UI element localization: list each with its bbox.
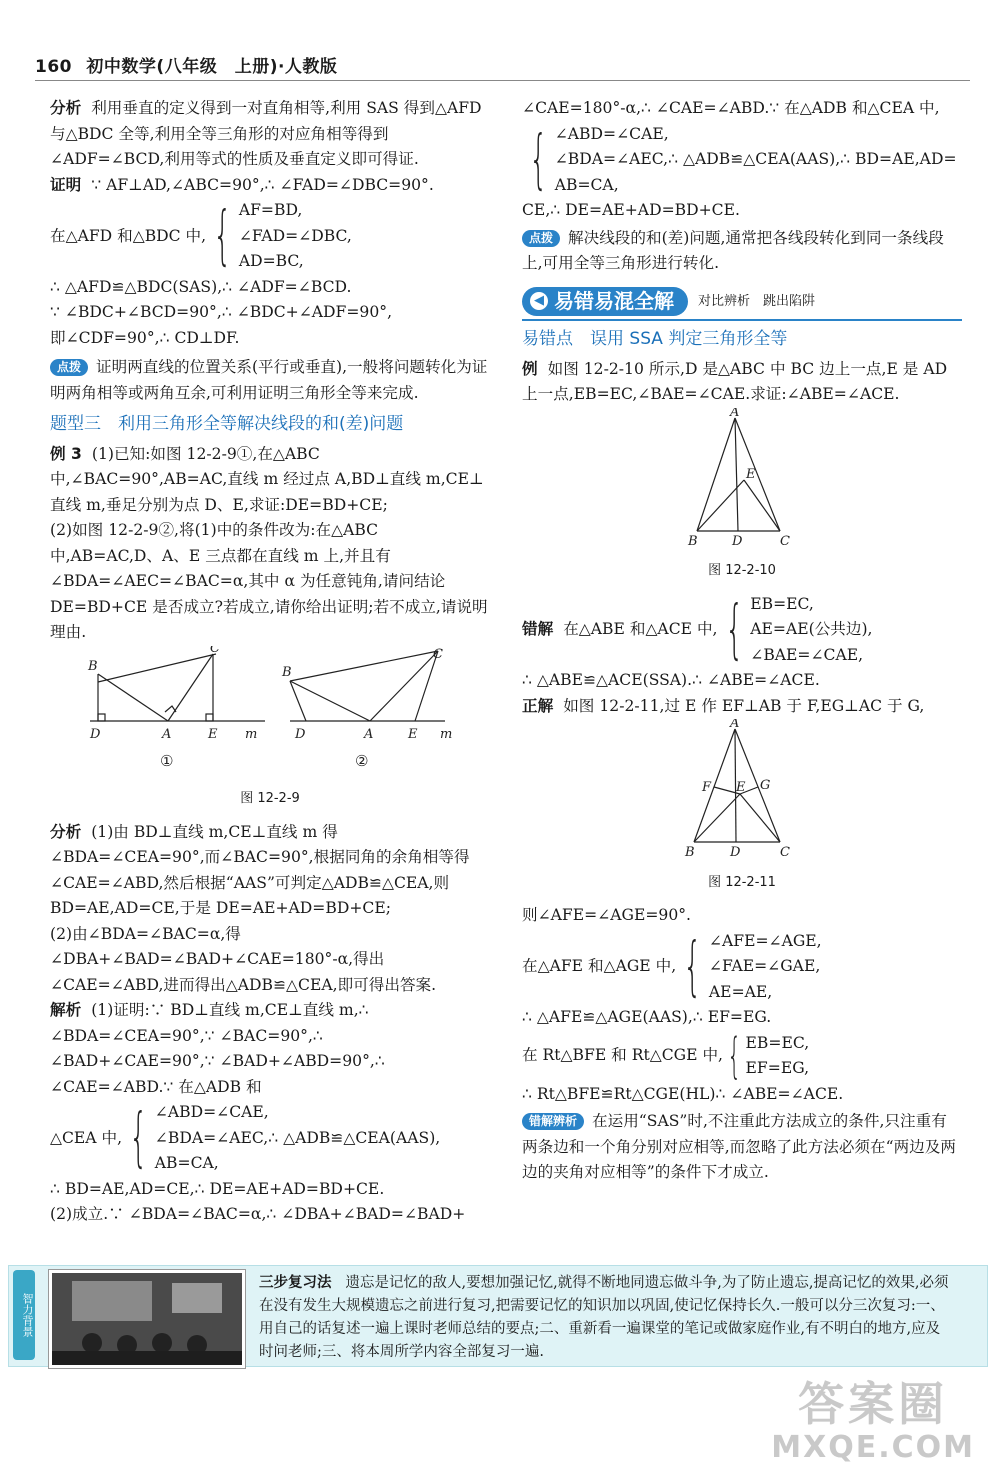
brace: { [724, 592, 744, 667]
figure-12-2-9 [50, 646, 490, 812]
analysis-tag: 分析 [50, 822, 82, 841]
example-3-part2: (2)如图 12-2-9②,将(1)中的条件改为:在△ABC 中,AB=AC,D、A、E 三点都在直线 m 上,并且有∠BDA=∠AEC=∠BAC=α,其中 α 为任意钝角,请问结论 DE=BD+CE 是否成立?若成立,请你给出证明;若不成立,请说明理由. [50, 521, 488, 641]
continued-system: { ∠ABD=∠CAE, ∠BDA=∠AEC,∴ △ADB≌△CEA(AAS),∴ BD=AE,AD= AB=CA, [529, 122, 957, 197]
proof-tag: 证明 [50, 175, 82, 194]
analysis-2: 分析 (1)由 BD⊥直线 m,CE⊥直线 m 得∠BDA=∠CEA=90°,而∠BAC=90°,根据同角的余角相等得∠CAE=∠ABD,然后根据“AAS”可判定△ADB≌△CEA,则 BD=AE,AD=CE,于是 DE=AE+AD=BD+CE; [50, 822, 470, 917]
footer-title: 三步复习法 [259, 1275, 332, 1291]
solution-tag: 解析 [50, 1001, 82, 1019]
example-tag: 例 [522, 359, 538, 378]
watermark: 答案圈 MXQE.COM [771, 1377, 975, 1465]
point-label: C [780, 533, 790, 548]
subfigure-label: ① [160, 751, 174, 770]
point-label: C [780, 845, 790, 859]
point-label: E [736, 780, 746, 795]
analysis-2-part2: (2)由∠BDA=∠BAC=α,得∠DBA+∠BAD=∠BAD+∠CAE=180°-α,得出∠CAE=∠ABD,进而得出△ADB≌△CEA,即可得出答案. [50, 924, 437, 994]
point-label: D [295, 726, 306, 742]
analysis-1: 分析 利用垂直的定义得到一对直角相等,利用 SAS 得到△AFD 与△BDC 全等,利用全等三角形的对应角相等得到∠ADF=∠BCD,利用等式的性质及垂直定义即可得证. [50, 99, 482, 168]
proof-1-line: ∵ ∠BDC+∠BCD=90°,∴ ∠BDC+∠ADF=90°, [50, 303, 393, 321]
segment-bd [290, 681, 306, 721]
point-label: D [730, 845, 741, 859]
correct-system-1: 在△AFE 和△AGE 中, { ∠AFE=∠AGE, ∠FAE=∠GAE, AE=AE, [522, 929, 822, 1004]
brace: { [213, 199, 232, 274]
figure-12-2-10-svg [522, 408, 962, 548]
point-label: A [364, 726, 374, 742]
figure-caption: 图 12-2-11 [708, 874, 776, 890]
tip-2: 点拨 解决线段的和(差)问题,通常把各线段转化到同一条线段上,可用全等三角形进行转化. [522, 228, 944, 272]
page-number: 160 [35, 57, 72, 77]
tip-1: 点拨 证明两直线的位置关系(平行或垂直),一般将问题转化为证明两角相等或两角互余,可利用证明三角形全等来完成. [50, 358, 488, 402]
point-label: E [746, 466, 756, 482]
segment-bc [290, 651, 438, 681]
segment-ba [290, 681, 370, 721]
tip-badge: 点拨 [50, 359, 88, 376]
point-label: A [730, 719, 740, 731]
point-label: B [282, 664, 292, 680]
solution-continued: CE,∴ DE=AE+AD=BD+CE. [522, 201, 740, 219]
segment-ba [98, 674, 168, 721]
figure-caption: 图 12-2-10 [708, 563, 776, 578]
footer-text: 三步复习法 遗忘是记忆的敌人,要想加强记忆,就得不断地同遗忘做斗争,为了防止遗忘,提高记忆的效果,必须在没有发生大规模遗忘之前进行复习,把需要记忆的知识加以巩固,使记忆保持长久.一般可以分三次复习:一、用自己的话复述一遍上课时老师总结的要点;二、重新看一遍课堂的笔记或做家庭作业,有不明白的地方,应及时问老师;三、将本周所学内容全部复习一遍. [259, 1275, 949, 1360]
speaker-icon: ◀ [530, 292, 548, 310]
point-label: A [162, 726, 172, 742]
classroom-photo [49, 1270, 245, 1368]
point-label: C [210, 645, 220, 656]
figure-12-2-9-svg [50, 646, 490, 776]
left-column [50, 96, 490, 1228]
correct-tag: 正解 [522, 696, 554, 715]
proof-1-line: 即∠CDF=90°,∴ CD⊥DF. [50, 328, 240, 347]
banner-title: ◀ 易错易混全解 [522, 287, 688, 317]
subfigure-label: ② [355, 751, 369, 770]
right-angle-mark [206, 714, 213, 721]
solution-system: △CEA 中, { ∠ABD=∠CAE, ∠BDA=∠AEC,∴ △ADB≌△CEA(AAS), AB=CA, [50, 1101, 441, 1176]
example: 例 如图 12-2-10 所示,D 是△ABC 中 BC 边上一点,E 是 AD 上一点,EB=EC,∠BAE=∠CAE.求证:∠ABE=∠ACE. [522, 359, 948, 403]
proof-1-line: ∴ △AFD≌△BDC(SAS),∴ ∠ADF=∠BCD. [50, 277, 352, 296]
example-tag: 例 3 [50, 444, 82, 463]
brace: { [727, 1028, 742, 1084]
figure-12-2-11-svg [522, 719, 962, 859]
footer-box [8, 1265, 988, 1367]
figure-12-2-10 [522, 408, 962, 584]
proof-1-system: 在△AFD 和△BDC 中, { AF=BD, ∠FAD=∠DBC, AD=BC, [50, 199, 352, 274]
tip-badge: 点拨 [522, 230, 560, 247]
wrong-solution: 错解 在△ABE 和△ACE 中, { EB=EC, AE=AE(公共边), ∠BAE=∠CAE, [522, 592, 873, 667]
solution-continued: ∠CAE=180°-α,∴ ∠CAE=∠ABD.∵ 在△ADB 和△CEA 中, [522, 99, 940, 117]
point-label: F [702, 780, 712, 795]
figure-caption: 图 12-2-9 [240, 791, 300, 806]
solution-line: (2)成立.∵ ∠BDA=∠BAC=α,∴ ∠DBA+∠BAD=∠BAD+ [50, 1205, 466, 1223]
wrong-conclusion: ∴ △ABE≌△ACE(SSA).∴ ∠ABE=∠ACE. [522, 671, 820, 689]
section-heading: 题型三 利用三角形全等解决线段的和(差)问题 [50, 414, 404, 434]
brace: { [683, 929, 702, 1004]
analysis-tag: 分析 [50, 99, 82, 117]
section-banner [522, 287, 962, 322]
brace: { [529, 122, 548, 197]
solution: 解析 (1)证明:∵ BD⊥直线 m,CE⊥直线 m,∴ ∠BDA=∠CEA=90°,∵ ∠BAC=90°,∴ ∠BAD+∠CAE=90°,∵ ∠BAD+∠ABD=90°,∴ ∠CAE=∠ABD.∵ 在△ADB 和 [50, 1001, 385, 1096]
point-label: m [245, 726, 258, 742]
classroom-photo-svg [52, 1273, 242, 1365]
figure-12-2-11 [522, 719, 962, 895]
point-label: A [730, 407, 740, 420]
header-rule [35, 80, 970, 81]
brace: { [129, 1101, 148, 1176]
banner-subtitle: 对比辨析 跳出陷阱 [698, 293, 816, 309]
point-label: E [208, 726, 218, 742]
correct-step: ∴ △AFE≌△AGE(AAS),∴ EF=EG. [522, 1008, 772, 1026]
error-point-heading: 易错点 误用 SSA 判定三角形全等 [522, 329, 788, 349]
tip-badge: 错解辨析 [522, 1113, 584, 1130]
segment-ac [370, 651, 438, 721]
proof-1: 证明 ∵ AF⊥AD,∠ABC=90°,∴ ∠FAD=∠DBC=90°. [50, 175, 434, 194]
right-angle-mark [98, 714, 105, 721]
page-header [35, 52, 337, 77]
footer-side-label: 智力背景 [13, 1270, 35, 1360]
point-label: m [440, 726, 453, 742]
correct-system-2: 在 Rt△BFE 和 Rt△CGE 中, { EB=EC, EF=EG, [522, 1028, 810, 1084]
correct-step: 则∠AFE=∠AGE=90°. [522, 906, 692, 924]
point-label: D [732, 533, 743, 548]
wrong-tag: 错解 [522, 620, 554, 638]
segment-bc [98, 654, 216, 682]
point-label: C [433, 646, 443, 662]
example-3: 例 3 (1)已知:如图 12-2-9①,在△ABC 中,∠BAC=90°,AB=AC,直线 m 经过点 A,BD⊥直线 m,CE⊥直线 m,垂足分别为点 D、E,求证:DE=BD+CE; [50, 444, 484, 514]
point-label: E [408, 726, 418, 742]
point-label: G [760, 778, 771, 793]
correct-step: ∴ Rt△BFE≌Rt△CGE(HL)∴ ∠ABE=∠ACE. [522, 1084, 844, 1103]
right-column [522, 96, 962, 1186]
point-label: B [688, 533, 698, 548]
book-title: 初中数学(八年级 上册)·人教版 [86, 57, 338, 77]
point-label: D [90, 726, 101, 742]
solution-line: ∴ BD=AE,AD=CE,∴ DE=AE+AD=BD+CE. [50, 1179, 385, 1198]
tip-3: 错解辨析 在运用“SAS”时,不注重此方法成立的条件,只注重有两条边和一个角分别对应相等,而忽略了此方法必须在“两边及两边的夹角对应相等”的条件下才成立. [522, 1112, 956, 1181]
correct-solution: 正解 如图 12-2-11,过 E 作 EF⊥AB 于 F,EG⊥AC 于 G, [522, 696, 925, 715]
point-label: B [88, 658, 98, 674]
point-label: B [685, 845, 695, 859]
